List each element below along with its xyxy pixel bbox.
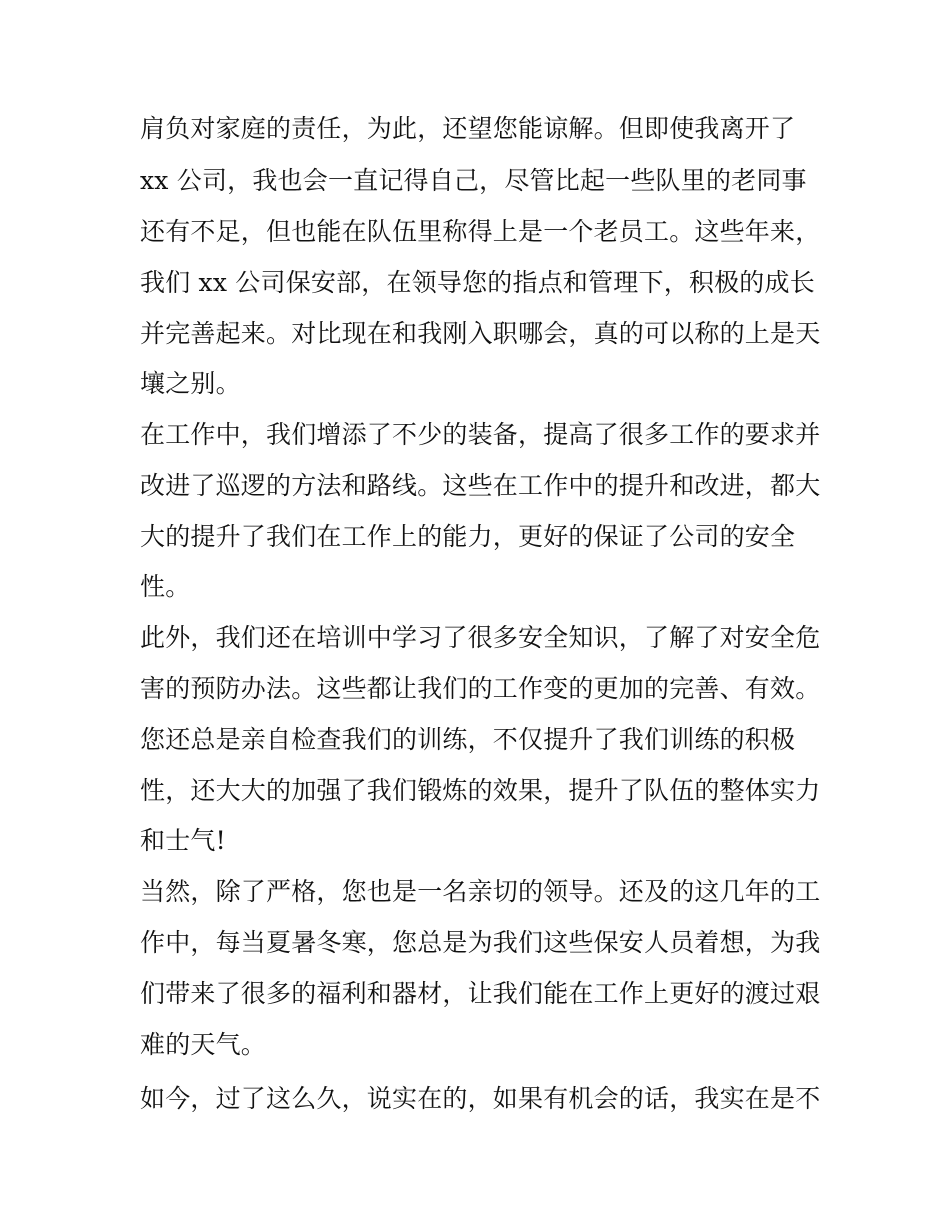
- text-line: 此外，我们还在培训中学习了很多安全知识，了解了对安全危: [140, 623, 821, 652]
- text-line: 我们 xx 公司保安部，在领导您的指点和管理下，积极的成长: [140, 268, 815, 297]
- text-line: 大的提升了我们在工作上的能力，更好的保证了公司的安全: [140, 522, 796, 551]
- text-line: 壤之别。: [140, 369, 241, 398]
- text-line: 害的预防办法。这些都让我们的工作变的更加的完善、有效。: [140, 674, 821, 703]
- text-line: 性。: [140, 572, 191, 601]
- text-line: 肩负对家庭的责任，为此，还望您能谅解。但即使我离开了: [140, 114, 796, 143]
- text-line: 作中，每当夏暑冬寒，您总是为我们这些保安人员着想，为我: [140, 928, 821, 957]
- text-line: 改进了巡逻的方法和路线。这些在工作中的提升和改进，都大: [140, 471, 821, 500]
- text-line: 在工作中，我们增添了不少的装备，提高了很多工作的要求并: [140, 420, 821, 449]
- text-line: 性，还大大的加强了我们锻炼的效果，提升了队伍的整体实力: [140, 776, 821, 805]
- text-line: 当然，除了严格，您也是一名亲切的领导。还及的这几年的工: [140, 877, 821, 906]
- text-line: 并完善起来。对比现在和我刚入职哪会，真的可以称的上是天: [140, 319, 821, 348]
- text-line: 难的天气。: [140, 1030, 267, 1059]
- text-line: 您还总是亲自检查我们的训练，不仅提升了我们训练的积极: [140, 725, 796, 754]
- text-line: 还有不足，但也能在队伍里称得上是一个老员工。这些年来，: [140, 217, 821, 246]
- text-line: xx 公司，我也会一直记得自己，尽管比起一些队里的老同事: [140, 166, 807, 195]
- text-line: 和士气!: [140, 826, 226, 855]
- text-line: 们带来了很多的福利和器材，让我们能在工作上更好的渡过艰: [140, 979, 821, 1008]
- text-line: 如今，过了这么久，说实在的，如果有机会的话，我实在是不: [140, 1084, 821, 1113]
